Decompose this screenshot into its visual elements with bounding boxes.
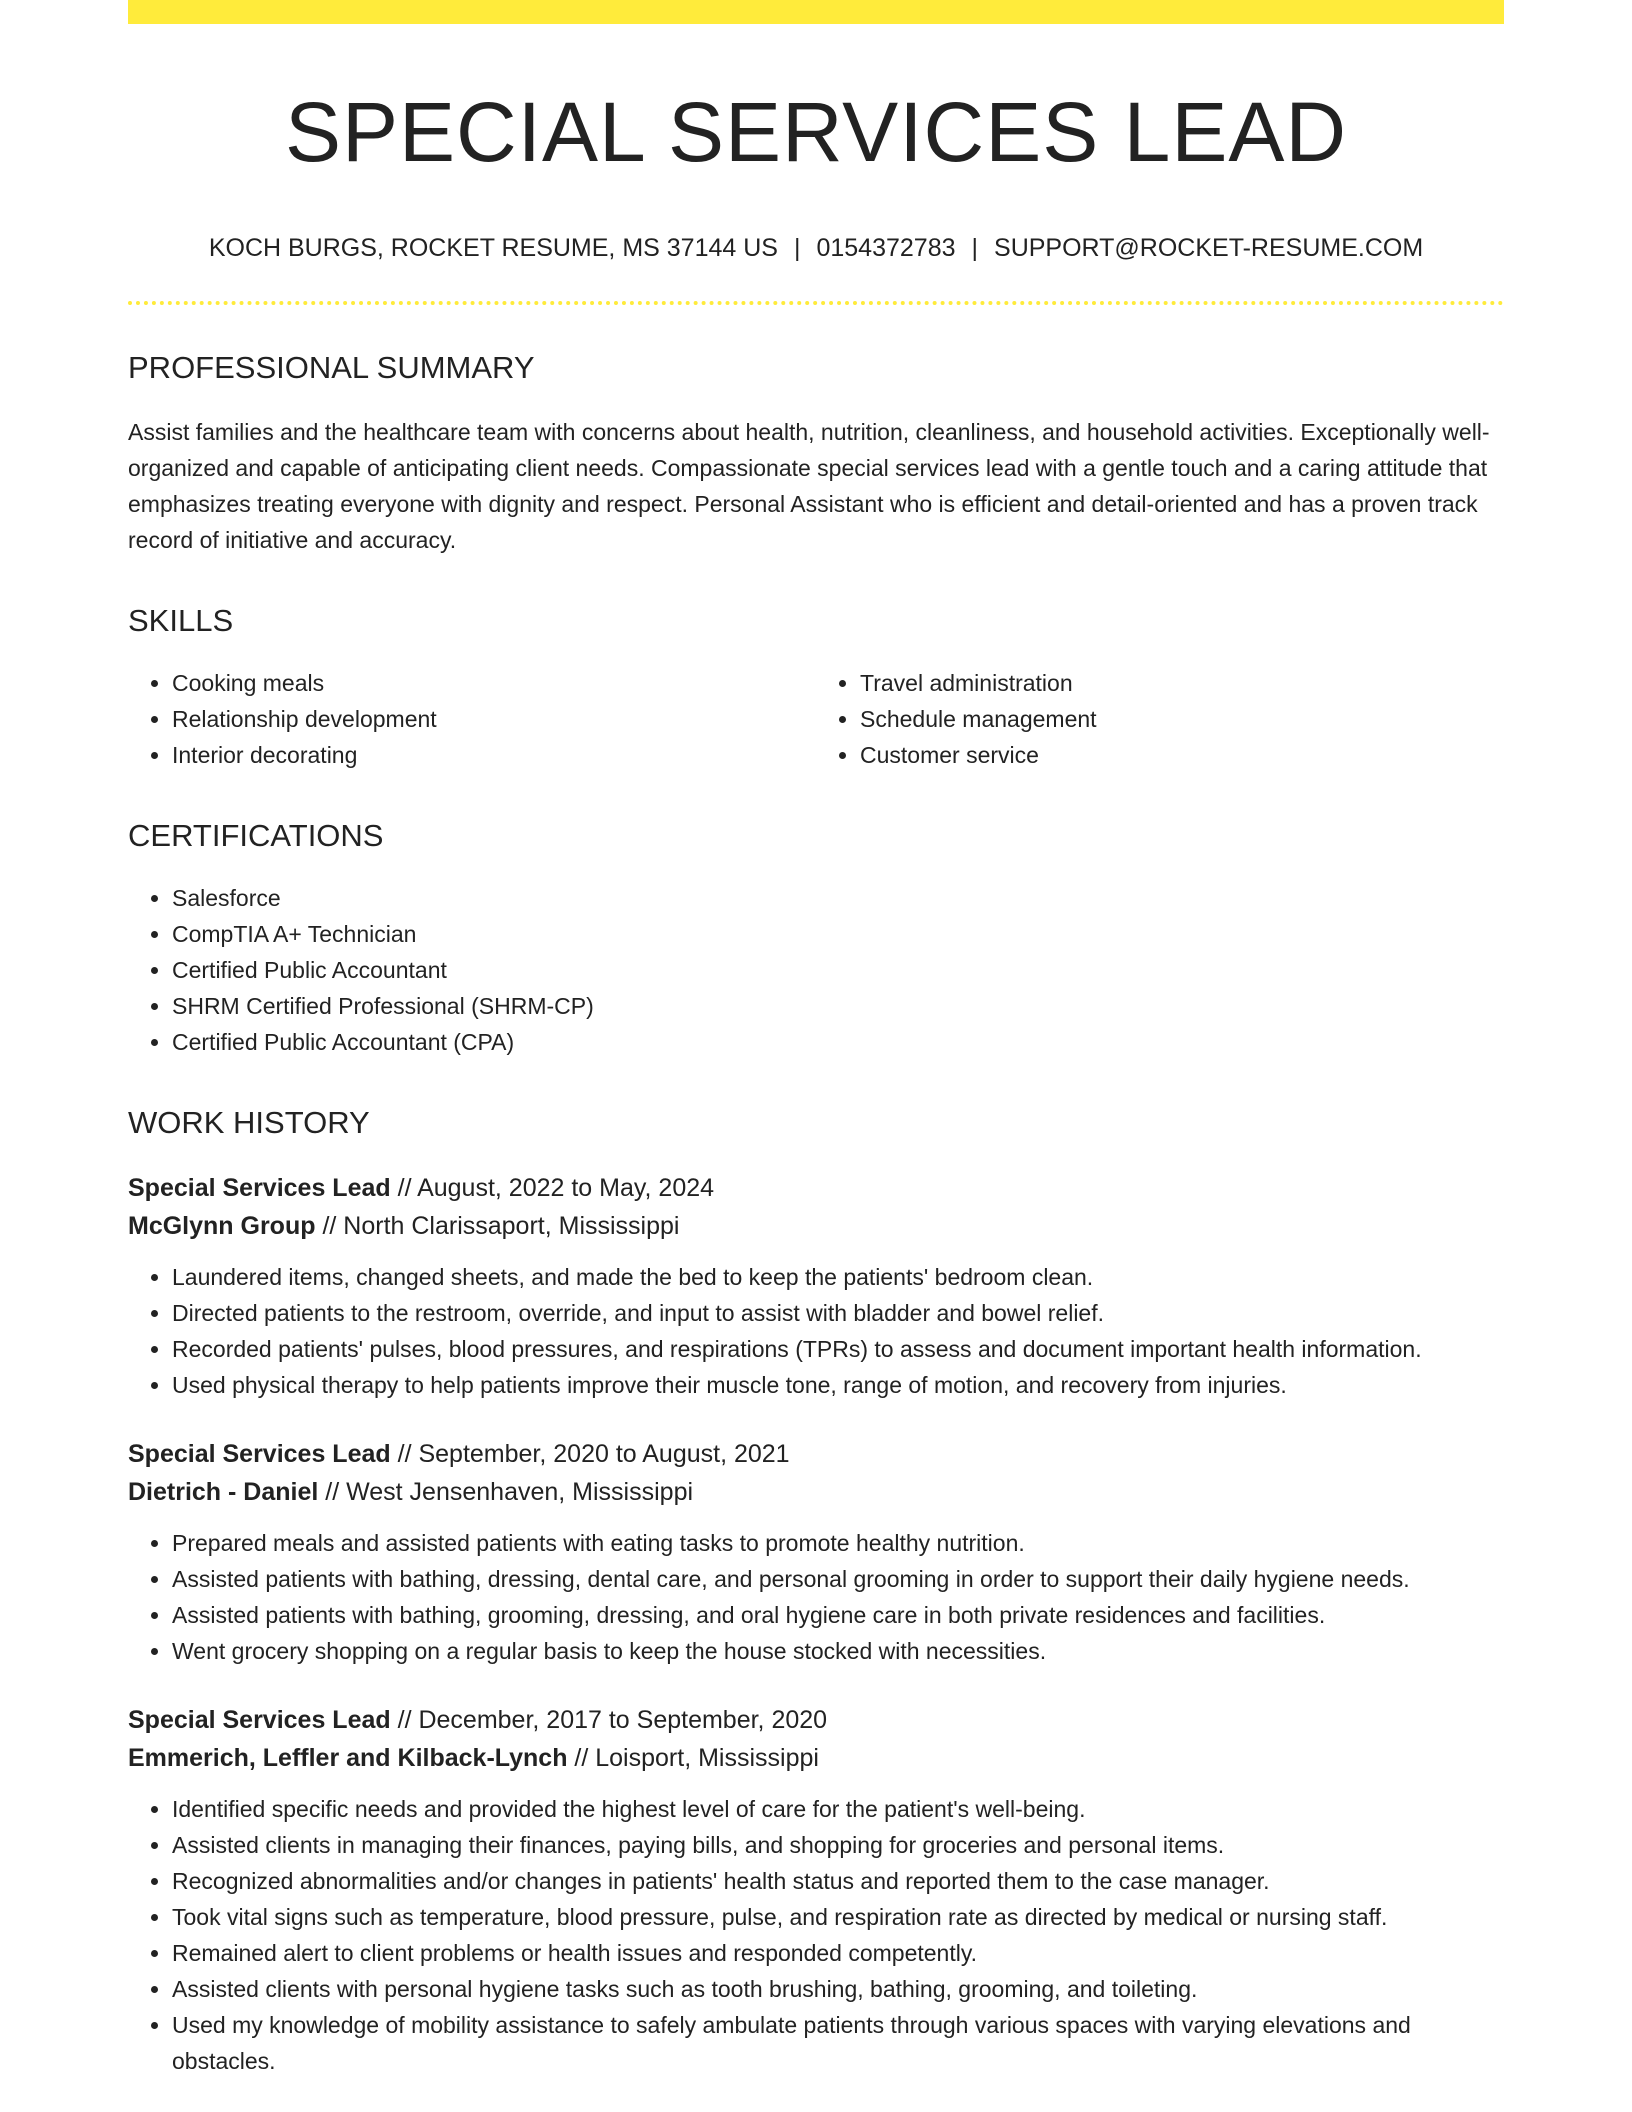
job-company: McGlynn Group <box>128 1212 316 1241</box>
dotted-divider <box>128 301 1504 305</box>
skill-item: • Schedule management <box>860 701 1504 737</box>
job-company-line <box>128 1739 1504 1777</box>
job-title-line <box>128 1701 1504 1739</box>
job-company-line <box>128 1207 1504 1245</box>
skill-item: • Customer service <box>860 737 1504 773</box>
job-dates: // December, 2017 to September, 2020 <box>390 1706 828 1735</box>
job-bullet: • Recorded patients' pulses, blood pressures, and respirations (TPRs) to assess and document important health information. <box>172 1331 1504 1367</box>
certification-item: • Certified Public Accountant (CPA) <box>172 1024 1504 1060</box>
job-location: // West Jensenhaven, Mississippi <box>318 1478 694 1507</box>
certification-item: • SHRM Certified Professional (SHRM-CP) <box>172 988 1504 1024</box>
certifications-list <box>128 880 1504 1060</box>
job-entry <box>128 1169 1504 1403</box>
job-bullet: • Assisted clients in managing their finances, paying bills, and shopping for groceries and personal items. <box>172 1827 1504 1863</box>
job-bullet: • Used physical therapy to help patients improve their muscle tone, range of motion, and recovery from injuries. <box>172 1367 1504 1403</box>
job-entry <box>128 1701 1504 2079</box>
job-bullet: • Identified specific needs and provided the highest level of care for the patient's well-being. <box>172 1791 1504 1827</box>
job-bullets <box>128 1791 1504 2079</box>
job-role: Special Services Lead <box>128 1174 391 1203</box>
job-bullets <box>128 1525 1504 1669</box>
section-title-summary: PROFESSIONAL SUMMARY <box>128 349 535 385</box>
job-role: Special Services Lead <box>128 1706 391 1735</box>
contact-separator: | <box>793 233 801 262</box>
skills-columns <box>128 665 1504 773</box>
job-bullet: • Used my knowledge of mobility assistance to safely ambulate patients through various spaces with varying elevations and obstacles. <box>172 2007 1504 2079</box>
resume-page <box>128 0 1504 2079</box>
job-bullet: • Recognized abnormalities and/or changes in patients' health status and reported them to the case manager. <box>172 1863 1504 1899</box>
skill-item: • Travel administration <box>860 665 1504 701</box>
job-bullet: • Went grocery shopping on a regular basis to keep the house stocked with necessities. <box>172 1633 1504 1669</box>
skill-item: • Interior decorating <box>172 737 816 773</box>
job-bullet: • Laundered items, changed sheets, and made the bed to keep the patients' bedroom clean. <box>172 1259 1504 1295</box>
job-bullet: • Assisted clients with personal hygiene tasks such as tooth brushing, bathing, grooming, and toileting. <box>172 1971 1504 2007</box>
job-dates: // September, 2020 to August, 2021 <box>390 1440 790 1469</box>
section-title-skills: SKILLS <box>128 602 234 638</box>
job-bullet: • Prepared meals and assisted patients with eating tasks to promote healthy nutrition. <box>172 1525 1504 1561</box>
resume-name-title: SPECIAL SERVICES LEAD <box>284 85 1348 179</box>
job-location: // Loisport, Mississippi <box>567 1744 819 1773</box>
job-bullet: • Assisted patients with bathing, dressing, dental care, and personal grooming in order to support their daily hygiene needs. <box>172 1561 1504 1597</box>
job-bullet: • Remained alert to client problems or health issues and responded competently. <box>172 1935 1504 1971</box>
job-bullet: • Directed patients to the restroom, override, and input to assist with bladder and bowel relief. <box>172 1295 1504 1331</box>
job-role: Special Services Lead <box>128 1440 391 1469</box>
summary-paragraph: Assist families and the healthcare team with concerns about health, nutrition, cleanliness, and household activities. Exceptionally well-organized and capable of anticipating client needs. Compassionate special services lead with a gentle touch and a caring attitude that emphasizes treating everyone with dignity and respect. Personal Assistant who is efficient and detail-oriented and has a proven track record of initiative and accuracy. <box>128 418 1490 553</box>
job-dates: // August, 2022 to May, 2024 <box>390 1174 715 1203</box>
job-company: Dietrich - Daniel <box>128 1478 319 1507</box>
section-title-work-history: WORK HISTORY <box>128 1105 370 1141</box>
skill-item: • Cooking meals <box>172 665 816 701</box>
contact-phone: 0154372783 <box>816 233 956 262</box>
job-bullets <box>128 1259 1504 1403</box>
job-title-line <box>128 1169 1504 1207</box>
contact-line <box>128 233 1504 263</box>
job-title-line <box>128 1435 1504 1473</box>
skill-item: • Relationship development <box>172 701 816 737</box>
contact-email: SUPPORT@ROCKET-RESUME.COM <box>994 233 1424 262</box>
section-title-certifications: CERTIFICATIONS <box>128 817 384 853</box>
contact-address: KOCH BURGS, ROCKET RESUME, MS 37144 US <box>208 233 778 262</box>
job-company-line <box>128 1473 1504 1511</box>
certification-item: • Salesforce <box>172 880 1504 916</box>
contact-separator: | <box>971 233 979 262</box>
accent-top-bar <box>128 0 1504 24</box>
certification-item: • Certified Public Accountant <box>172 952 1504 988</box>
job-bullet: • Took vital signs such as temperature, blood pressure, pulse, and respiration rate as directed by medical or nursing staff. <box>172 1899 1504 1935</box>
skills-list-left <box>128 665 816 773</box>
job-company: Emmerich, Leffler and Kilback-Lynch <box>128 1744 568 1773</box>
job-location: // North Clarissaport, Mississippi <box>315 1212 680 1241</box>
job-entry <box>128 1435 1504 1669</box>
job-bullet: • Assisted patients with bathing, grooming, dressing, and oral hygiene care in both private residences and facilities. <box>172 1597 1504 1633</box>
certification-item: • CompTIA A+ Technician <box>172 916 1504 952</box>
skills-list-right <box>816 665 1504 773</box>
